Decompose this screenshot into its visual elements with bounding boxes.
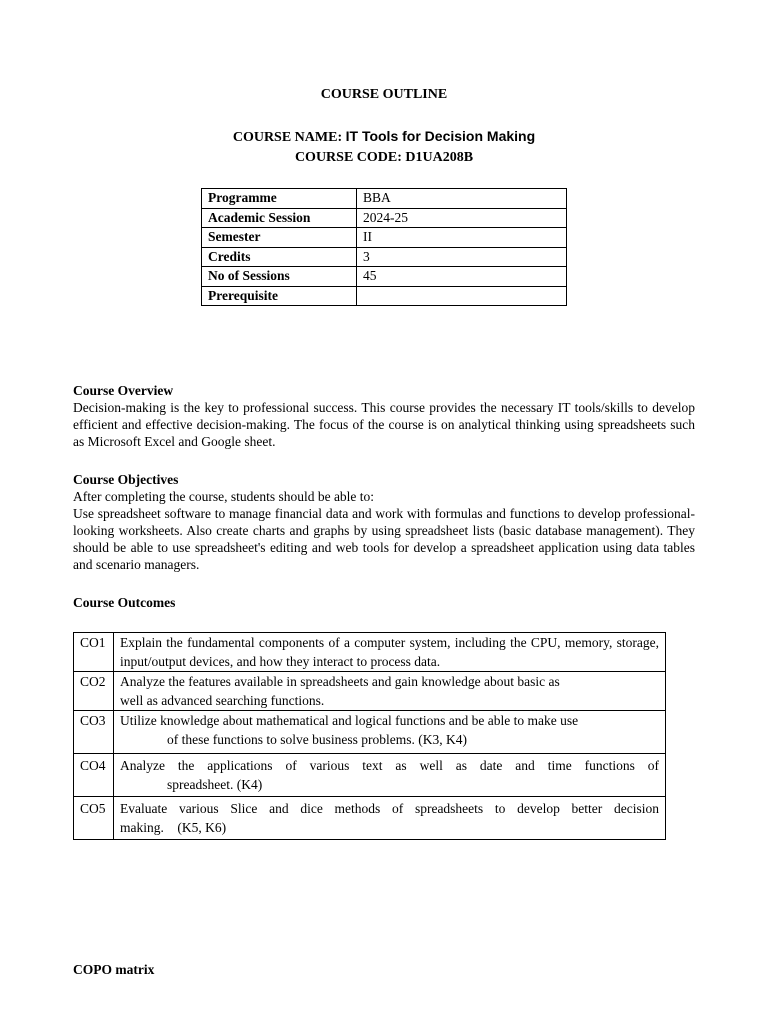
- course-overview-heading: Course Overview: [73, 383, 174, 398]
- course-outcomes-table: [73, 632, 666, 840]
- course-overview-section: [73, 383, 695, 450]
- outcome-code: CO5: [74, 797, 114, 840]
- outcome-text: Analyze the features available in spreadsheets and gain knowledge about basic as: [120, 674, 560, 689]
- outcome-code: CO4: [74, 754, 114, 797]
- info-value: BBA: [357, 189, 567, 209]
- outcome-code: CO3: [74, 711, 114, 754]
- course-outcomes-heading: Course Outcomes: [73, 595, 176, 610]
- document-title: COURSE OUTLINE: [320, 87, 448, 102]
- outcome-code: CO1: [74, 633, 114, 672]
- outcome-code: CO2: [74, 672, 114, 711]
- outcome-description: [114, 672, 666, 711]
- copo-matrix-heading: COPO matrix: [73, 962, 155, 977]
- course-objectives-intro: After completing the course, students should be able to:: [73, 489, 375, 504]
- info-key: Academic Session: [202, 208, 357, 228]
- info-value: [357, 286, 567, 306]
- course-name-line: [0, 128, 768, 146]
- outcome-text-continued: of these functions to solve business problems. (K3, K4): [167, 732, 467, 747]
- info-value: 3: [357, 247, 567, 267]
- course-code-line: COURSE CODE: D1UA208B: [294, 150, 474, 165]
- table-row: [202, 228, 567, 248]
- course-objectives-heading: Course Objectives: [73, 472, 179, 487]
- table-row: [202, 247, 567, 267]
- table-row: [74, 672, 666, 711]
- course-name-label: COURSE NAME:: [232, 130, 346, 145]
- course-objectives-section: [73, 472, 695, 573]
- table-row: [202, 208, 567, 228]
- outcome-description: [114, 754, 666, 797]
- table-row: [74, 754, 666, 797]
- info-value: 45: [357, 267, 567, 287]
- table-row: [74, 797, 666, 840]
- outcome-text-continued: well as advanced searching functions.: [120, 693, 325, 708]
- outcome-description: [114, 797, 666, 840]
- outcome-text-continued: making. (K5, K6): [120, 820, 227, 835]
- table-row: [74, 711, 666, 754]
- outcome-text: Explain the fundamental components of a computer system, including the CPU, memory, storage, input/output devices, and how they interact to process data.: [120, 635, 659, 669]
- course-objectives-text: Use spreadsheet software to manage financial data and work with formulas and functions to develop professional-looking worksheets. Also create charts and graphs by using spreadsheet lists (basic database management). They should be able to use spreadsheet's editing and web tools for develop a spreadsheet application using data tables and scenario managers.: [73, 506, 695, 572]
- info-key: Programme: [202, 189, 357, 209]
- outcome-text: Utilize knowledge about mathematical and logical functions and be able to make use: [120, 713, 579, 728]
- info-key: Semester: [202, 228, 357, 248]
- table-row: [202, 286, 567, 306]
- outcome-description: [114, 633, 666, 672]
- info-value: 2024-25: [357, 208, 567, 228]
- table-row: [74, 633, 666, 672]
- course-overview-text: Decision-making is the key to professional success. This course provides the necessary IT tools/skills to develop efficient and effective decision-making. The focus of the course is on analytical thinking using spreadsheets such as Microsoft Excel and Google sheet.: [73, 400, 695, 449]
- outcome-description: [114, 711, 666, 754]
- course-name-value: IT Tools for Decision Making: [345, 128, 536, 144]
- info-key: Prerequisite: [202, 286, 357, 306]
- course-info-table: [201, 188, 567, 306]
- info-key: No of Sessions: [202, 267, 357, 287]
- table-row: [202, 189, 567, 209]
- table-row: [202, 267, 567, 287]
- outcome-text: Evaluate various Slice and dice methods of spreadsheets to develop better decision: [120, 801, 659, 816]
- outcome-text-continued: spreadsheet. (K4): [167, 777, 263, 792]
- info-value: II: [357, 228, 567, 248]
- info-key: Credits: [202, 247, 357, 267]
- outcome-text: Analyze the applications of various text as well as date and time functions of: [120, 758, 659, 773]
